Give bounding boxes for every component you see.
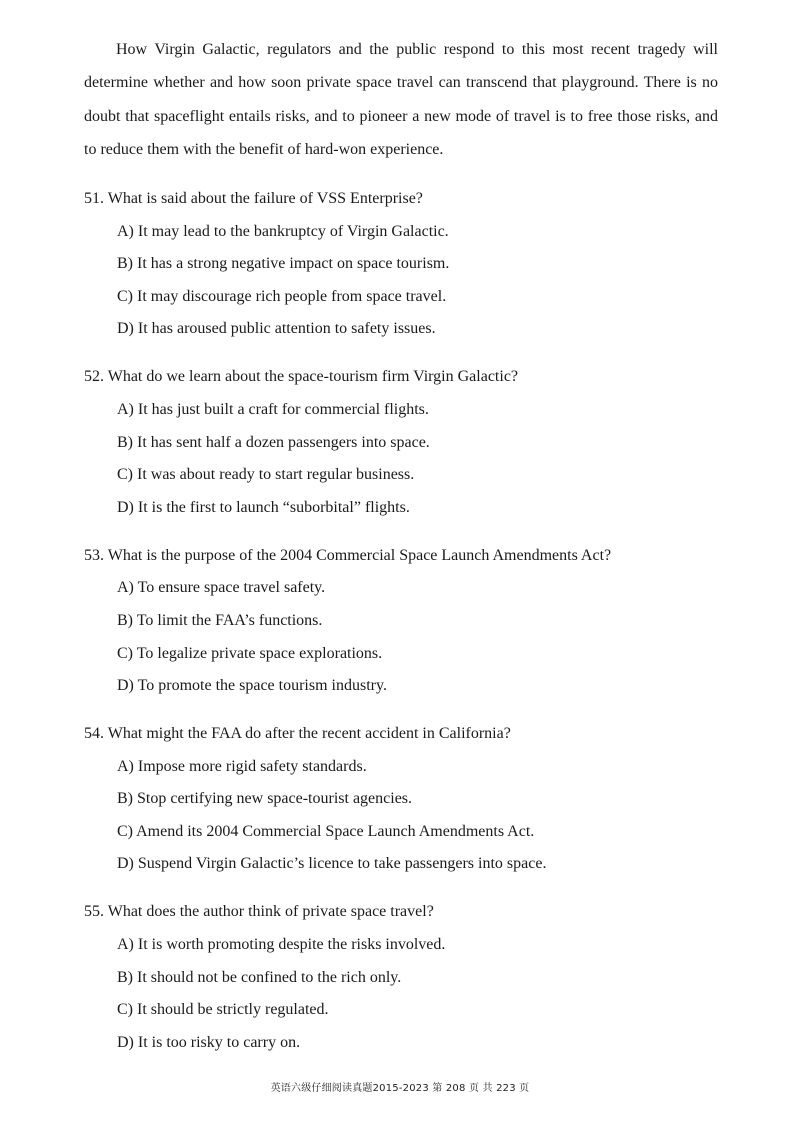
option-d: D) It is the first to launch “suborbital” flights. — [117, 498, 410, 516]
question-53 — [84, 540, 744, 703]
option-b: B) It has sent half a dozen passengers into space. — [117, 433, 430, 451]
option-d: D) It is too risky to carry on. — [117, 1033, 301, 1051]
option-list — [84, 394, 744, 524]
question-54 — [84, 718, 744, 881]
option-list — [84, 929, 744, 1059]
option-d: D) Suspend Virgin Galactic’s licence to take passengers into space. — [117, 855, 547, 873]
question-stem: 55. What does the author think of private space travel? — [84, 903, 434, 921]
option-a: A) To ensure space travel safety. — [117, 579, 326, 597]
question-stem: 52. What do we learn about the space-tourism firm Virgin Galactic? — [84, 368, 519, 386]
question-55 — [84, 896, 744, 1059]
option-list — [84, 216, 744, 346]
option-c: C) It should be strictly regulated. — [117, 1001, 329, 1019]
option-a: A) It is worth promoting despite the risks involved. — [117, 936, 446, 954]
question-stem: 51. What is said about the failure of VSS Enterprise? — [84, 190, 423, 207]
option-list — [84, 572, 744, 702]
option-a: A) Impose more rigid safety standards. — [117, 757, 367, 775]
option-d: D) To promote the space tourism industry. — [117, 677, 387, 695]
page-footer: 英语六级仔细阅读真题2015-2023 第 208 页 共 223 页 — [270, 1083, 530, 1094]
option-c: C) To legalize private space explorations. — [117, 644, 383, 662]
question-list — [84, 183, 744, 1075]
option-b: B) It has a strong negative impact on space tourism. — [117, 255, 450, 273]
question-52 — [84, 361, 744, 524]
question-stem: 54. What might the FAA do after the recent accident in California? — [84, 725, 511, 743]
option-c: C) It was about ready to start regular business. — [117, 466, 415, 484]
question-stem: 53. What is the purpose of the 2004 Commercial Space Launch Amendments Act? — [84, 546, 612, 564]
option-a: A) It has just built a craft for commercial flights. — [117, 400, 429, 418]
question-51 — [84, 183, 744, 346]
option-a: A) It may lead to the bankruptcy of Virgin Galactic. — [117, 222, 449, 240]
option-d: D) It has aroused public attention to safety issues. — [117, 320, 436, 338]
option-b: B) To limit the FAA’s functions. — [117, 611, 323, 629]
option-b: B) Stop certifying new space-tourist agencies. — [117, 790, 413, 808]
option-list — [84, 751, 744, 881]
option-c: C) It may discourage rich people from space travel. — [117, 287, 447, 305]
option-b: B) It should not be confined to the rich only. — [117, 968, 402, 986]
option-c: C) Amend its 2004 Commercial Space Launch Amendments Act. — [117, 822, 535, 840]
passage-paragraph: How Virgin Galactic, regulators and the public respond to this most recent tragedy will determine whether and how soon private space travel can transcend that playground. There is no doubt that spaceflight entails risks, and to pioneer a new mode of travel is to free those risks, and to reduce them with the benefit of hard-won experience. — [84, 41, 718, 159]
